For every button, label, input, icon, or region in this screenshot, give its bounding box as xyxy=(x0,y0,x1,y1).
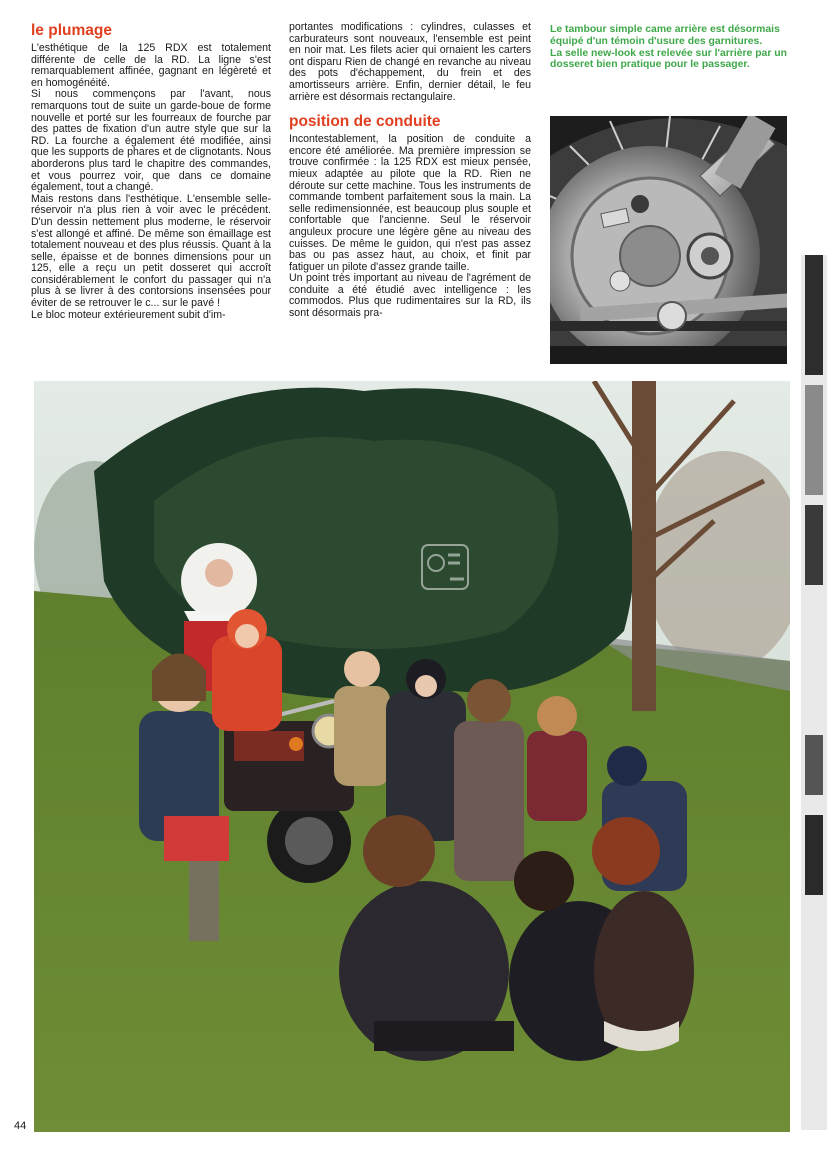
paragraph: Si nous commençons par l'avant, nous remarquons tout de suite un garde-boue de forme nouvelle et porté sur les fourreaux de fourche par des pattes de fixation d'un autre style que sur la RD. La fourche a également été modifiée, ainsi que les supports de phares et de clignotants. Nous aborderons plus tard le chapitre des commandes, et vous pourrez voir, que dans ce domaine également, tout a changé. xyxy=(31,88,271,194)
caption-brake: Le tambour simple came arrière est désormais équipé d'un témoin d'usure des garnitures. xyxy=(550,24,780,47)
page-number: 44 xyxy=(14,1120,27,1132)
paragraph: Mais restons dans l'esthétique. L'ensemble selle-réservoir n'a plus rien à voir avec le précédent. D'un dessin nettement plus moderne, le réservoir s'est allongé et affiné. De même son émaillage est totalement nouveau et des plus réussis. Quant à la selle, épaisse et de bonnes dimensions pour un 125, elle a reçu un petit dosseret qui accroît considérablement le confort du passager qui n'a plus à se livrer à des contorsions insensées pour éviter de se retrouver le c... sur le pavé ! xyxy=(31,192,271,310)
article-column-2 xyxy=(289,22,531,320)
brake-drum-illustration xyxy=(550,116,787,364)
paragraph: L'esthétique de la 125 RDX est totalement différente de celle de la RD. La ligne s'est remarquablement affinée, gagnant en légèreté et en homogénéité. xyxy=(31,42,271,89)
caption-seat: La selle new-look est relevée sur l'arrière par un dosseret bien pratique pour le passager. xyxy=(550,47,787,71)
santa-children-motorcycle-photo xyxy=(34,381,790,1132)
adjacent-page-edge xyxy=(801,255,827,1130)
watermark-logo xyxy=(420,543,470,591)
section-heading-position: position de conduite xyxy=(289,113,441,131)
paragraph: Incontestablement, la position de conduite a encore été améliorée. Ma première impression se trouve confirmée : la 125 RDX est mieux pensée, mieux adaptée au pilote que la RD. Rien ne déroute sur cette machine. Tous les instruments de commande tombent parfaitement sous la main. La selle redimensionnée, est beaucoup plus souple et confortable que l'ancienne. Seul le réservoir anguleux procure une légère gêne au niveau des cuisses. De même le guidon, qui n'est pas assez bas ou pas assez haut, au choix, et finit par fatiguer un pilote d'assez grande taille. xyxy=(289,133,531,273)
caption-column xyxy=(550,24,788,71)
section-heading-plumage: le plumage xyxy=(31,22,112,39)
paragraph: portantes modifications : cylindres, culasses et carburateurs sont nouveaux, l'ensemble est peint en noir mat. Les filets acier qui ornaient les carters ont disparu Rien de changé en revanche au niveau des pots d'échappement, du frein et des amortisseurs arrière. Enfin, dernier détail, le feu arrière est désormais rectangulaire. xyxy=(289,21,531,103)
paragraph: Un point très important au niveau de l'agrément de conduite a été étudié avec intelligence : les commodos. Plus que rudimentaires sur la RD, ils sont désormais pra- xyxy=(289,272,531,320)
article-column-1 xyxy=(31,22,271,321)
paragraph: Le bloc moteur extérieurement subit d'im- xyxy=(31,308,226,321)
brake-drum-photo xyxy=(550,116,787,364)
main-photo xyxy=(34,381,790,1132)
